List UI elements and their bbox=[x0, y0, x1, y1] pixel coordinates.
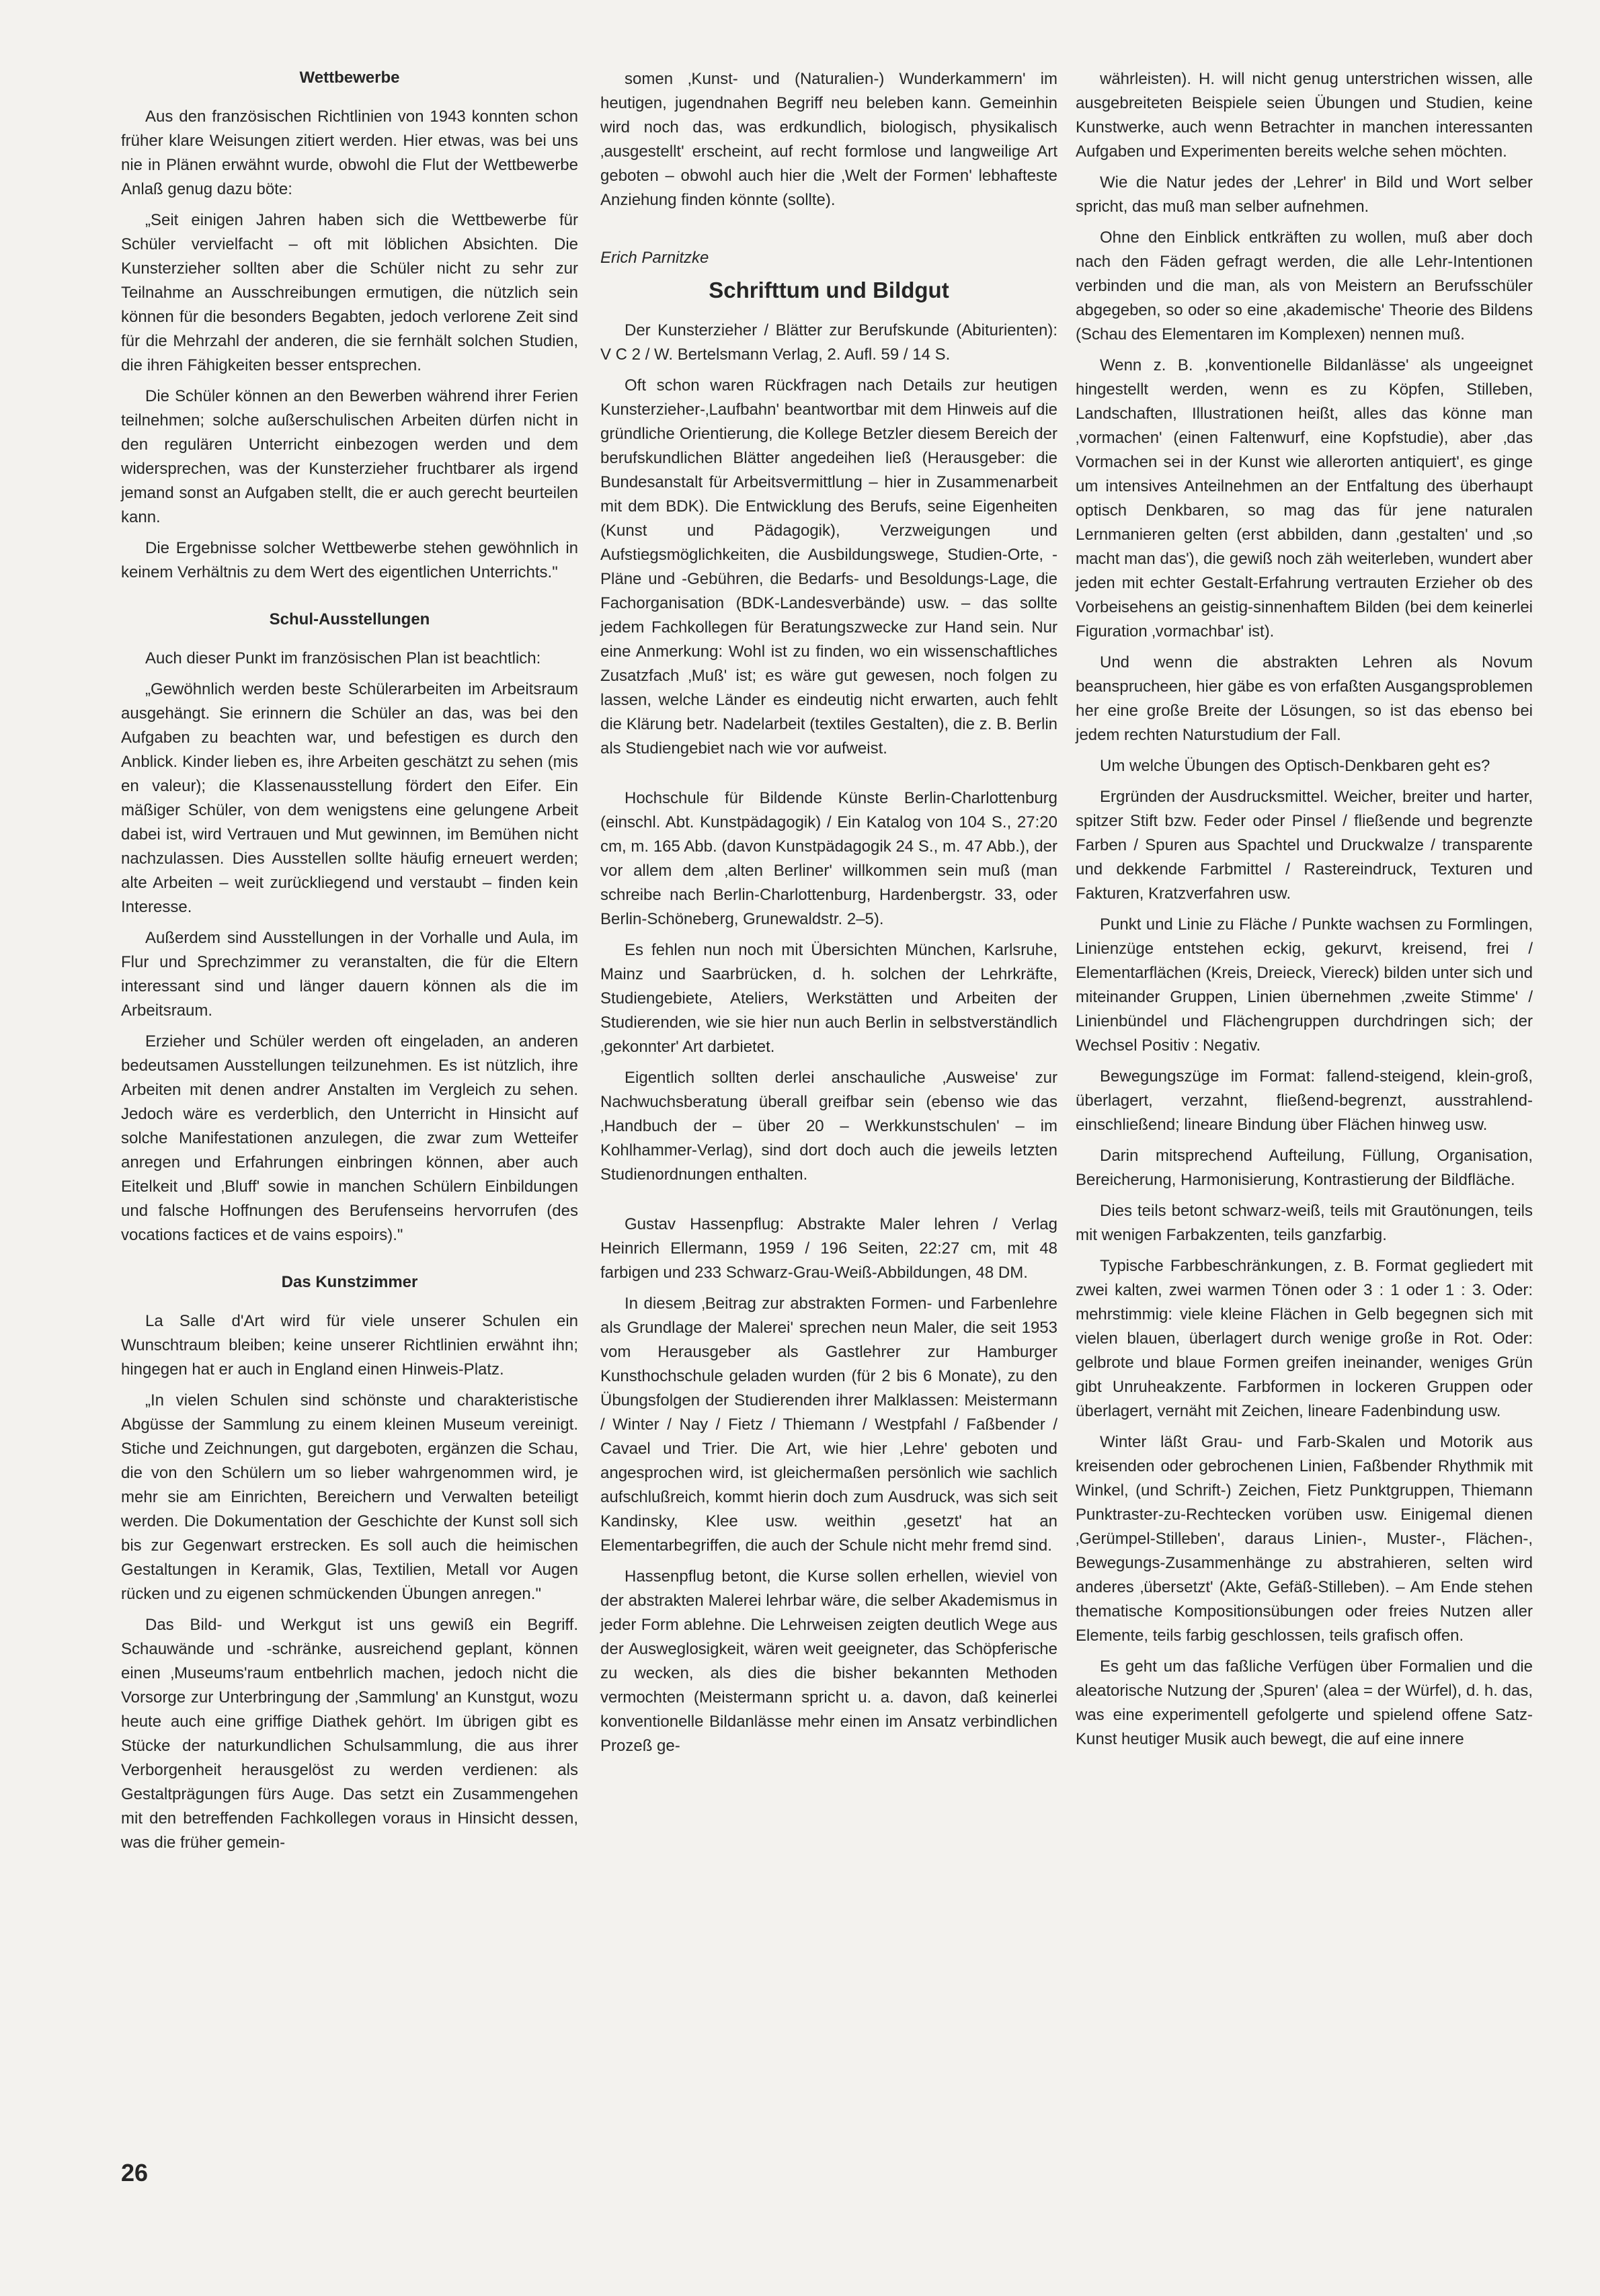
paragraph: In diesem ‚Beitrag zur abstrakten Formen- und Farbenlehre als Grundlage der Malerei' sprechen neun Maler, die seit 1953 vom Herausgeber als Gastlehrer zur Hamburger Kunsthochschule geladen wurden (für 2 bis 6 Monate), zu den Übungsfolgen der Studierenden ihrer Malklassen: Meistermann / Winter / Nay / Fietz / Thiemann / Westpfahl / Faßbender / Cavael und Trier. Die Art, wie hier ‚Lehre' geboten und angesprochen wird, ist gleichermaßen persönlich wie sachlich aufschlußreich, kommt hierin doch zum Ausdruck, was sich seit Kandinsky, Klee usw. weithin ‚gesetzt' hat an Elementarbegriffen, die auch der Schule nicht mehr fremd sind. bbox=[600, 1295, 1057, 1555]
paragraph: „Gewöhnlich werden beste Schülerarbeiten im Arbeitsraum ausgehängt. Sie erinnern die Schüler an das, was bei den Aufgaben zu beachten war, und befestigen es durch den Anblick. Kinder lieben es, ihre Arbeiten geschätzt zu sehen (mis en valeur); die Klassenausstellung fördert den Eifer. Ein mäßiger Schüler, von dem wenigstens eine gelungene Arbeit dabei ist, wird Vertrauen und Mut gewinnen, im Bemühen nicht nachzulassen. Dies Ausstellen sollte häufig erneuert werden; alte Arbeiten – weit zurückliegend und verstaubt – finden kein Interesse. bbox=[121, 680, 578, 916]
paragraph: Typische Farbbeschränkungen, z. B. Format gegliedert mit zwei kalten, zwei warmen Tönen oder 3 : 1 oder 1 : 3. Oder: mehrstimmig: viele kleine Flächen in Gelb begegnen sich mit vielen blauen, überlagert durch wenige große in Rot. Oder: gelbrote und blaue Formen greifen ineinander, weniges Grün gibt Unruheakzente. Farbformen in lockeren Gruppen oder überlagert, vernäht mit Zeichen, lineare Fadenbindung usw. bbox=[1076, 1257, 1533, 1420]
spacer bbox=[600, 1194, 1057, 1213]
paragraph: Und wenn die abstrakten Lehren als Novum beansprucheen, hier gäbe es von erfaßten Ausgangsproblemen her eine große Breite der Lösungen, so ist das ebenso bei jedem rechten Naturstudium der Fall. bbox=[1076, 653, 1533, 744]
column-right bbox=[1076, 67, 1533, 1758]
heading-kunstzimmer: Das Kunstzimmer bbox=[281, 1273, 418, 1291]
article-author: Erich Parnitzke bbox=[600, 249, 709, 267]
paragraph: Winter läßt Grau- und Farb-Skalen und Motorik aus kreisenden oder gebrochenen Linien, Faßbender Rhythmik mit Winkel, (und Schrift-) Zeichen, Fietz Punktgruppen, Thiemann Punktraster-zu-Rechtecken vorüben usw. Einigemal dienen ‚Gerümpel-Stilleben', daraus Linien-, Muster-, Flächen-, Bewegungs-Zusammenhänge zu abstrahieren, selten wird anderes ‚übersetzt' (Akte, Gefäß-Stilleben). – Am Ende stehen thematische Kompositionsübungen oder freies Nutzen aller Elemente, teils farbig geschlossen, teils grafisch offen. bbox=[1076, 1433, 1533, 1645]
paragraph: La Salle d'Art wird für viele unserer Schulen ein Wunschtraum bleiben; keine unserer Richtlinien erwähnt ihn; hingegen hat er auch in England einen Hinweis-Platz. bbox=[121, 1312, 578, 1379]
paragraph: Um welche Übungen des Optisch-Denkbaren geht es? bbox=[1100, 757, 1490, 775]
paragraph: „In vielen Schulen sind schönste und charakteristische Abgüsse der Sammlung zu einem kleinen Museum vereinigt. Stiche und Zeichnungen, gut dargeboten, ergänzen die Schau, die von den Schülern um so lieber wahrgenommen wird, je mehr sie am Einrichten, Bereichern und Verwalten beteiligt werden. Die Dokumentation der Geschichte der Kunst soll sich bis zur Gegenwart erstrecken. Es soll auch die heimischen Gestaltungen in Keramik, Glas, Textilien, Metall vor Augen rücken und zu eigenen schmückenden Übungen anregen." bbox=[121, 1391, 578, 1603]
heading-schul-ausstellungen: Schul-Ausstellungen bbox=[269, 610, 430, 628]
paragraph: Außerdem sind Ausstellungen in der Vorhalle und Aula, im Flur und Sprechzimmer zu veranstalten, die für die Eltern interessant sind und länger dauern können als die im Arbeitsraum. bbox=[121, 929, 578, 1020]
paragraph: Oft schon waren Rückfragen nach Details zur heutigen Kunsterzieher-‚Laufbahn' beantwortbar mit dem Hinweis auf die gründliche Orientierung, die Kollege Betzler diesem Bereich der berufskundlichen Blätter angedeihen ließ (Herausgeber: die Bundesanstalt für Arbeitsvermittlung – hier in Zusammenarbeit mit dem BDK). Die Entwicklung des Berufs, seine Eigenheiten (Kunst und Pädagogik), Verzweigungen und Aufstiegsmöglichkeiten, die Ausbildungswege, Studien-Orte, -Pläne und -Gebühren, die Bedarfs- und Besoldungs-Lage, die Fachorganisation (BDK-Landesverbände) usw. – das sollte jedem Fachkollegen für Beratungszwecke zur Hand sein. Nur eine Anmerkung: Wohl ist zu finden, wo ein wissenschaftliches Zusatzfach ‚Muß' ist; es wäre gut gewesen, noch folgen zu lassen, welche Länder es eindeutig nicht erwarten, auch fehlt die Klärung betr. Nadelarbeit (textiles Gestalten), die z. B. Berlin als Studiengebiet nach wie vor aufweist. bbox=[600, 376, 1057, 757]
column-middle bbox=[600, 67, 1057, 1765]
column-left bbox=[121, 67, 578, 1862]
paragraph: Hassenpflug betont, die Kurse sollen erhellen, wieviel von der abstrakten Malerei lehrbar wäre, die selber Akademismus in jeder Form ablehne. Die Lehrweisen zeigten deutlich Wege aus der Ausweglosigkeit, wären weit geeigneter, das Schöpferische zu wecken, als dies die bisher bekannten Methoden vermochten (Meistermann spricht u. a. davon, daß keinerlei konventionelle Bildanlässe mehr einen im Ansatz verbindlichen Prozeß ge- bbox=[600, 1567, 1057, 1755]
paragraph: Gustav Hassenpflug: Abstrakte Maler lehren / Verlag Heinrich Ellermann, 1959 / 196 Seiten, 22:27 cm, mit 48 farbigen und 233 Schwarz-Grau-Weiß-Abbildungen, 48 DM. bbox=[600, 1215, 1057, 1282]
paragraph: währleisten). H. will nicht genug unterstrichen wissen, alle ausgebreiteten Beispiele seien Übungen und Studien, keine Kunstwerke, auch wenn Betrachter in manchen interessanten Aufgaben und Experimenten bereits welche sehen möchten. bbox=[1076, 70, 1533, 161]
paragraph: Die Ergebnisse solcher Wettbewerbe stehen gewöhnlich in keinem Verhältnis zu dem Wert des eigentlichen Unterrichts." bbox=[121, 539, 578, 581]
paragraph: Hochschule für Bildende Künste Berlin-Charlottenburg (einschl. Abt. Kunstpädagogik) / Ein Katalog von 104 S., 27:20 cm, m. 165 Abb. (davon Kunstpädagogik 24 S., m. 47 Abb.), der vor allem dem ‚alten Berliner' willkommen sein muß (man schreibe nach Berlin-Charlottenburg, Hardenbergstr. 33, oder Berlin-Schöneberg, Grunewaldstr. 2–5). bbox=[600, 789, 1057, 928]
heading-wettbewerbe: Wettbewerbe bbox=[299, 69, 400, 87]
paragraph: „Seit einigen Jahren haben sich die Wettbewerbe für Schüler vervielfacht – oft mit löblichen Absichten. Die Kunsterzieher sollten aber die Schüler nicht zu sehr zur Teilnahme an Ausschreibungen ermutigen, die nützlich sein können für die besonders Begabten, jedoch verlorene Zeit sind für die Mehrzahl der anderen, die sie fernhält solchen Studien, die ihren Fähigkeiten besser entsprechen. bbox=[121, 211, 578, 374]
paragraph: Eigentlich sollten derlei anschauliche ‚Ausweise' zur Nachwuchsberatung überall greifbar sein (ebenso wie das ‚Handbuch der – über 20 – Werkkunstschulen' – im Kohlhammer-Verlag), sind dort doch auch die jeweils letzten Studienordnungen enthalten. bbox=[600, 1069, 1057, 1184]
spacer bbox=[600, 768, 1057, 786]
paragraph: Punkt und Linie zu Fläche / Punkte wachsen zu Formlingen, Linienzüge entstehen eckig, gekurvt, kreisend, frei / Elementarflächen (Kreis, Dreieck, Viereck) bilden unter sich und miteinander Gruppen, Linien übernehmen ‚zweite Stimme' / Linienbündel und Flächengruppen durchdringen sich; der Wechsel Positiv : Negativ. bbox=[1076, 915, 1533, 1055]
paragraph: Bewegungszüge im Format: fallend-steigend, klein-groß, überlagert, verzahnt, fließend-begrenzt, ausstrahlend-einschließend; lineare Bindung über Flächen hinweg usw. bbox=[1076, 1067, 1533, 1134]
page-number: 26 bbox=[121, 2159, 149, 2186]
paragraph: Das Bild- und Werkgut ist uns gewiß ein Begriff. Schauwände und -schränke, ausreichend geplant, können einen ‚Museums'raum entbehrlich machen, jedoch nicht die Vorsorge zur Unterbringung der ‚Sammlung' an Kunstgut, wozu heute auch eine griffige Diathek gehört. Im übrigen gibt es Stücke der naturkundlichen Schulsammlung, die aus ihrer Verborgenheit herausgelöst zu werden verdienen: als Gestaltprägungen fürs Auge. Das setzt ein Zusammengehen mit den betreffenden Fachkollegen voraus in Hinsicht dessen, was die früher gemein- bbox=[121, 1616, 578, 1852]
paragraph: Ergründen der Ausdrucksmittel. Weicher, breiter und harter, spitzer Stift bzw. Feder oder Pinsel / fließende und begrenzte Farben / Spuren aus Spachtel und Druckwalze / transparente und dekkende Farbmittel / Rastereindruck, Texturen und Fakturen, Kratzverfahren usw. bbox=[1076, 788, 1533, 903]
paragraph: Es geht um das faßliche Verfügen über Formalien und die aleatorische Nutzung der ‚Spuren' (alea = der Würfel), d. h. das, was eine experimentell gefolgerte und spielend offene Satz-Kunst heutiger Musik auch bewegt, die auf eine innere bbox=[1076, 1657, 1533, 1748]
paragraph: Dies teils betont schwarz-weiß, teils mit Grautönungen, teils mit wenigen Farbakzenten, teils ganzfarbig. bbox=[1076, 1202, 1533, 1244]
paragraph: Die Schüler können an den Bewerben während ihrer Ferien teilnehmen; solche außerschulischen Arbeiten dürfen nicht in den regulären Unterricht einbezogen werden und dem widersprechen, was der Kunsterzieher fruchtbarer als irgend jemand sonst an Aufgaben stellt, die er auch gerecht beurteilen kann. bbox=[121, 387, 578, 526]
paragraph: Es fehlen nun noch mit Übersichten München, Karlsruhe, Mainz und Saarbrücken, d. h. solchen der Lehrkräfte, Studiengebiete, Ateliers, Werkstätten und Arbeiten der Studierenden, wie sie hier nun auch Berlin in selbstverständlich ‚gekonnter' Art darbietet. bbox=[600, 941, 1057, 1056]
paragraph: Erzieher und Schüler werden oft eingeladen, an anderen bedeutsamen Ausstellungen teilzunehmen. Es ist nützlich, ihre Arbeiten mit denen andrer Anstalten im Vergleich zu sehen. Jedoch wäre es verderblich, den Unterricht in Hinsicht auf solche Manifestationen anzulegen, die zwar zum Wetteifer anregen und Erfahrungen einbringen können, aber auch Eitelkeit und ‚Bluff' sowie in manchen Schülern Einbildungen und falsche Hoffnungen des Berufenseins hervorrufen (des vocations factices et de vains espoirs)." bbox=[121, 1032, 578, 1244]
paragraph: Darin mitsprechend Aufteilung, Füllung, Organisation, Bereicherung, Harmonisierung, Kontrastierung der Bildfläche. bbox=[1076, 1147, 1533, 1189]
paragraph: Auch dieser Punkt im französischen Plan ist beachtlich: bbox=[145, 649, 541, 667]
paragraph: somen ‚Kunst- und (Naturalien-) Wunderkammern' im heutigen, jugendnahen Begriff neu beleben kann. Gemeinhin wird noch das, was erdkundlich, biologisch, physikalisch ‚ausgestellt' erscheint, auf recht formlose und langweilige Art geboten – obwohl auch hier die ‚Welt der Formen' lebhafteste Anziehung finden könnte (sollte). bbox=[600, 70, 1057, 209]
paragraph: Wenn z. B. ‚konventionelle Bildanlässe' als ungeeignet hingestellt werden, wenn es zu Köpfen, Stilleben, Landschaften, Illustrationen heißt, alles das könne man ‚vormachen' (einen Faltenwurf, eine Kopfstudie), aber ‚das Vormachen sei in der Kunst wie allerorten antiquiert', es ginge um intensives Anteilnehmen an der Entfaltung des überhaupt optisch Denkbaren, so mag das für jene naturalen Lernmanieren gelten (erst abbilden, dann ‚gestalten' und ‚so macht man das'), die gewiß noch zäh weiterleben, wundert aber jeden mit echter Gestalt-Erfahrung vertrauten Erzieher ob des Vorbeisehens an geistig-sinnenhaftem Bilden (bei dem keinerlei Figuration ‚vormachbar' ist). bbox=[1076, 356, 1533, 641]
paragraph: Der Kunsterzieher / Blätter zur Berufskunde (Abiturienten): V C 2 / W. Bertelsmann Verlag, 2. Aufl. 59 / 14 S. bbox=[600, 321, 1057, 364]
paragraph: Wie die Natur jedes der ‚Lehrer' in Bild und Wort selber spricht, das muß man selber aufnehmen. bbox=[1076, 173, 1533, 216]
paragraph: Ohne den Einblick entkräften zu wollen, muß aber doch nach den Fäden gefragt werden, die alle Lehr-Intentionen verbinden und die man, als von Meistern an Berufsschüler abgegeben, so oder so eine ‚akademische' Theorie des Bildens (Schau des Elementaren im Komplexen) nennen muß. bbox=[1076, 229, 1533, 343]
paragraph: Aus den französischen Richtlinien von 1943 konnten schon früher klare Weisungen zitiert werden. Hier etwas, was bei uns nie in Plänen erwähnt wurde, obwohl die Flut der Wettbewerbe Anlaß genug dazu böte: bbox=[121, 108, 578, 198]
article-title: Schrifttum und Bildgut bbox=[709, 278, 949, 302]
